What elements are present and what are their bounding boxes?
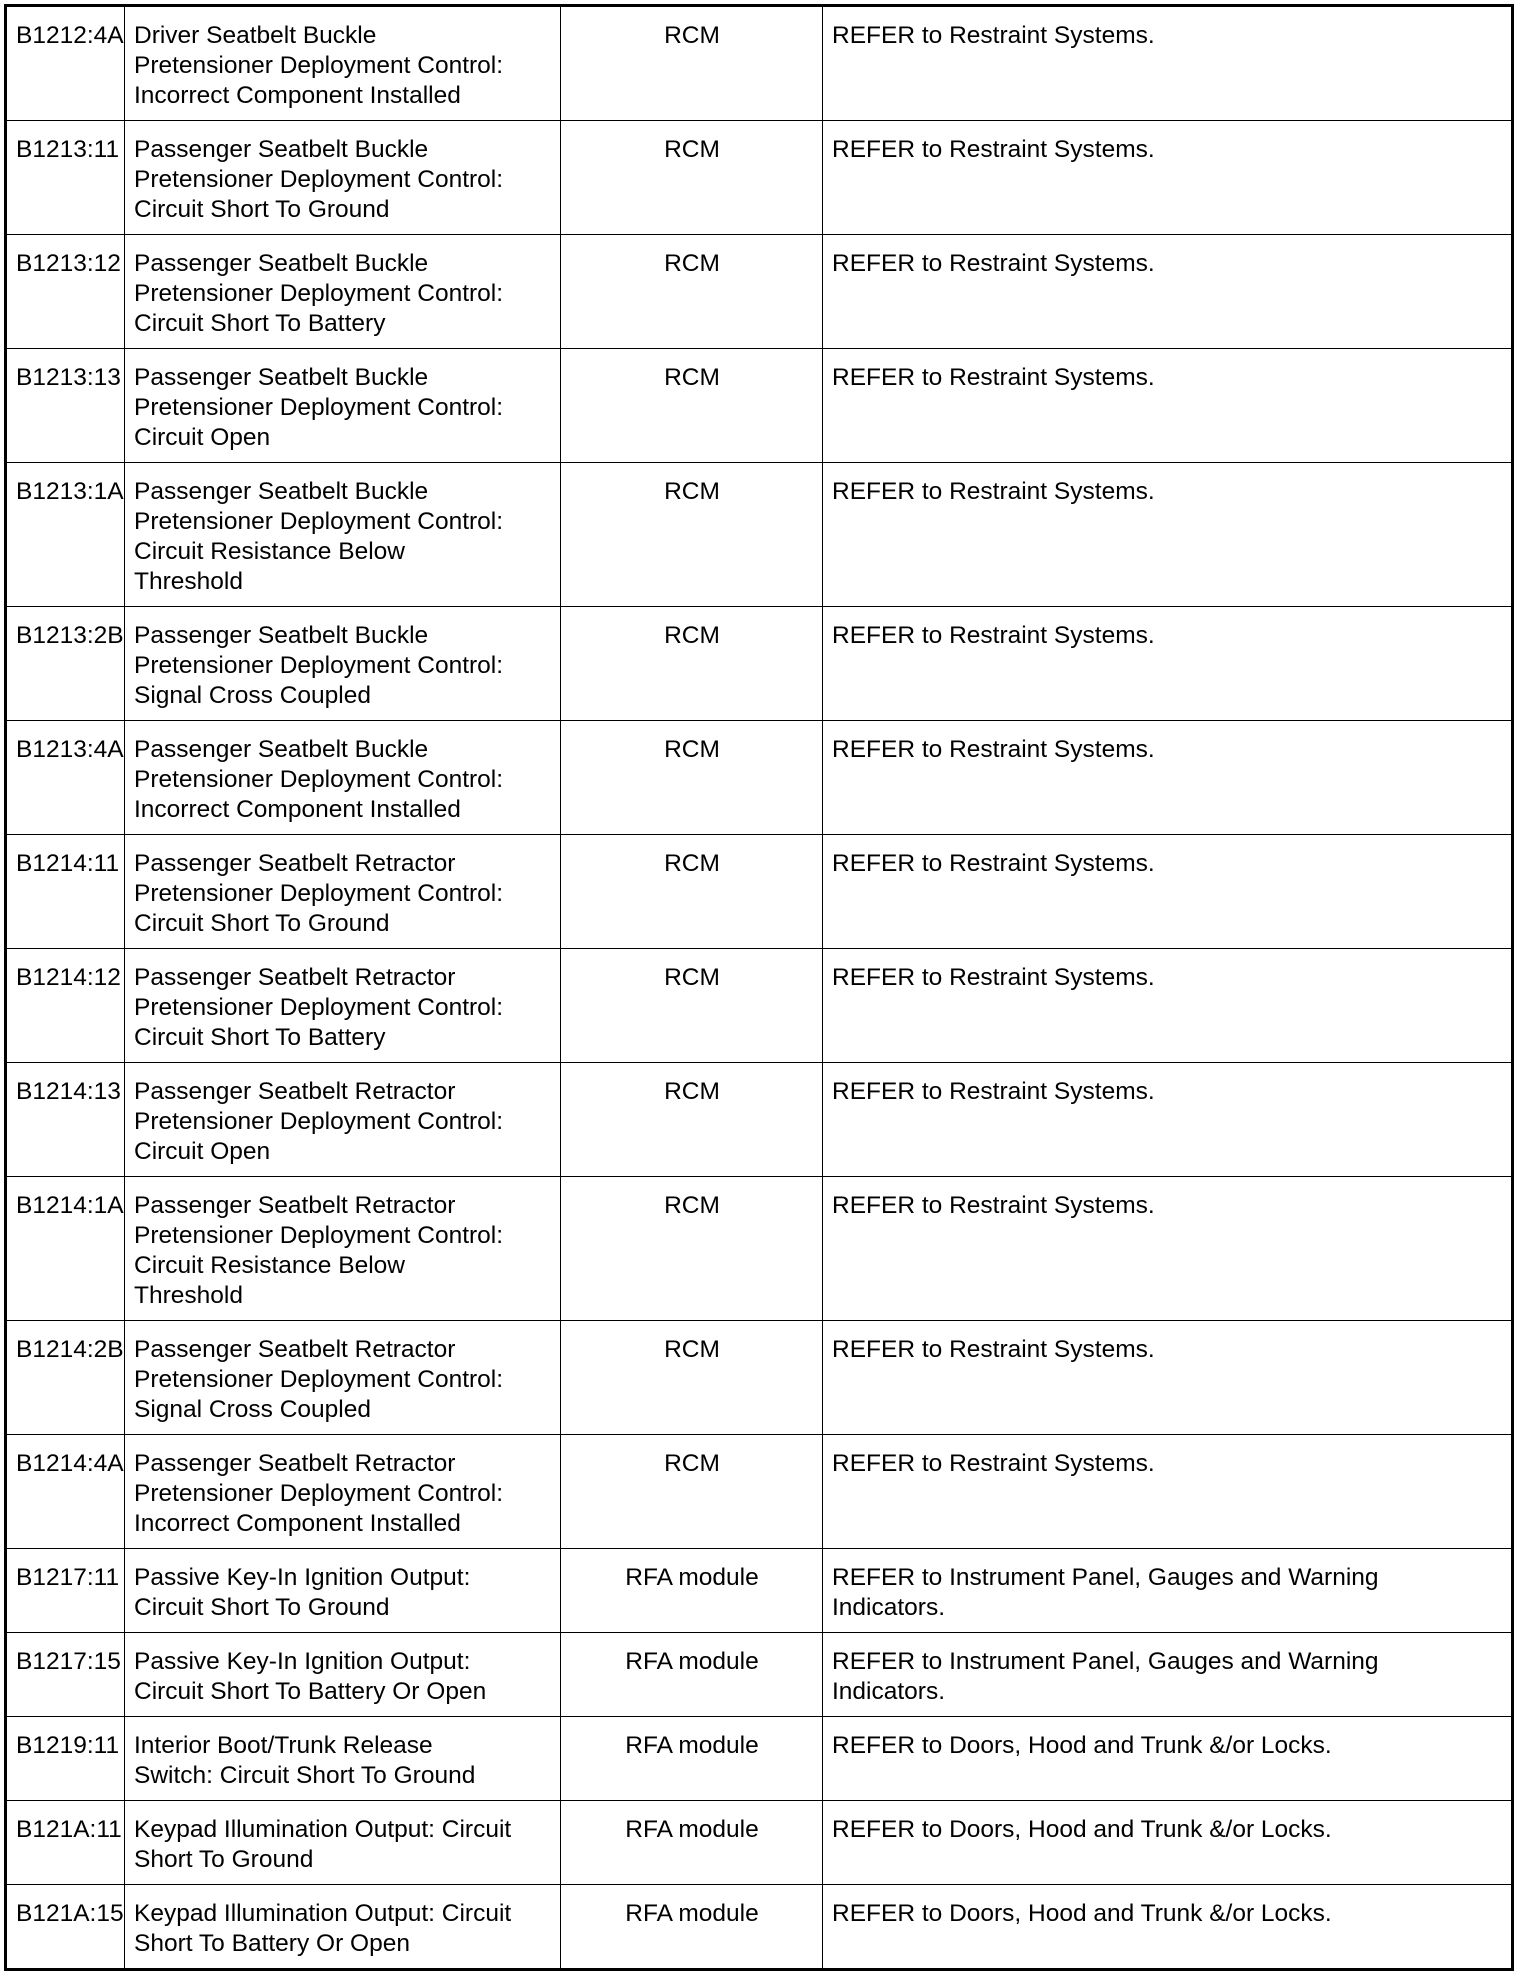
- dtc-module: RCM: [561, 235, 823, 349]
- dtc-code: B1217:11: [6, 1549, 125, 1633]
- dtc-module: RFA module: [561, 1633, 823, 1717]
- table-row: [6, 949, 1513, 1063]
- dtc-module: RCM: [561, 121, 823, 235]
- dtc-action: REFER to Instrument Panel, Gauges and Warning Indicators.: [823, 1633, 1513, 1717]
- table-row: [6, 1435, 1513, 1549]
- dtc-code: B1213:13: [6, 349, 125, 463]
- dtc-code: B1214:13: [6, 1063, 125, 1177]
- dtc-action: REFER to Doors, Hood and Trunk &/or Locks.: [823, 1801, 1513, 1885]
- dtc-description: Passenger Seatbelt Buckle Pretensioner Deployment Control: Incorrect Component Installed: [125, 721, 561, 835]
- table-row: [6, 1885, 1513, 1970]
- dtc-action: REFER to Restraint Systems.: [823, 349, 1513, 463]
- dtc-description: Keypad Illumination Output: Circuit Short To Battery Or Open: [125, 1885, 561, 1970]
- dtc-action: REFER to Restraint Systems.: [823, 121, 1513, 235]
- dtc-description: Passenger Seatbelt Retractor Pretensioner Deployment Control: Circuit Short To Ground: [125, 835, 561, 949]
- dtc-description: Keypad Illumination Output: Circuit Short To Ground: [125, 1801, 561, 1885]
- dtc-code: B1217:15: [6, 1633, 125, 1717]
- dtc-module: RCM: [561, 1435, 823, 1549]
- table-row: [6, 235, 1513, 349]
- dtc-code: B121A:15: [6, 1885, 125, 1970]
- dtc-code: B121A:11: [6, 1801, 125, 1885]
- dtc-action: REFER to Restraint Systems.: [823, 721, 1513, 835]
- dtc-description: Passenger Seatbelt Buckle Pretensioner Deployment Control: Circuit Open: [125, 349, 561, 463]
- dtc-description: Passenger Seatbelt Retractor Pretensioner Deployment Control: Signal Cross Coupled: [125, 1321, 561, 1435]
- table-row: [6, 835, 1513, 949]
- table-row: [6, 1633, 1513, 1717]
- dtc-description: Passenger Seatbelt Retractor Pretensioner Deployment Control: Incorrect Component Installed: [125, 1435, 561, 1549]
- dtc-action: REFER to Instrument Panel, Gauges and Warning Indicators.: [823, 1549, 1513, 1633]
- dtc-module: RCM: [561, 1063, 823, 1177]
- dtc-description: Interior Boot/Trunk Release Switch: Circuit Short To Ground: [125, 1717, 561, 1801]
- dtc-description: Driver Seatbelt Buckle Pretensioner Deployment Control: Incorrect Component Installed: [125, 6, 561, 121]
- dtc-code: B1213:12: [6, 235, 125, 349]
- table-row: [6, 349, 1513, 463]
- dtc-table-sheet: [4, 4, 1511, 1971]
- dtc-code: B1214:1A: [6, 1177, 125, 1321]
- dtc-action: REFER to Restraint Systems.: [823, 6, 1513, 121]
- dtc-description: Passive Key-In Ignition Output: Circuit Short To Battery Or Open: [125, 1633, 561, 1717]
- dtc-module: RCM: [561, 6, 823, 121]
- dtc-module: RFA module: [561, 1885, 823, 1970]
- dtc-module: RCM: [561, 721, 823, 835]
- dtc-code: B1213:4A: [6, 721, 125, 835]
- dtc-description: Passenger Seatbelt Buckle Pretensioner Deployment Control: Circuit Resistance Below Threshold: [125, 463, 561, 607]
- dtc-code: B1213:11: [6, 121, 125, 235]
- dtc-module: RFA module: [561, 1717, 823, 1801]
- dtc-code: B1213:2B: [6, 607, 125, 721]
- table-row: [6, 463, 1513, 607]
- table-row: [6, 607, 1513, 721]
- table-row: [6, 6, 1513, 121]
- dtc-description: Passive Key-In Ignition Output: Circuit Short To Ground: [125, 1549, 561, 1633]
- dtc-action: REFER to Restraint Systems.: [823, 949, 1513, 1063]
- table-row: [6, 1321, 1513, 1435]
- table-row: [6, 1177, 1513, 1321]
- dtc-action: REFER to Restraint Systems.: [823, 835, 1513, 949]
- table-row: [6, 1063, 1513, 1177]
- dtc-action: REFER to Doors, Hood and Trunk &/or Locks.: [823, 1885, 1513, 1970]
- dtc-module: RCM: [561, 949, 823, 1063]
- dtc-action: REFER to Restraint Systems.: [823, 607, 1513, 721]
- dtc-table: [4, 4, 1514, 1971]
- dtc-module: RCM: [561, 349, 823, 463]
- dtc-description: Passenger Seatbelt Retractor Pretensioner Deployment Control: Circuit Short To Battery: [125, 949, 561, 1063]
- dtc-code: B1212:4A: [6, 6, 125, 121]
- dtc-description: Passenger Seatbelt Retractor Pretensioner Deployment Control: Circuit Resistance Below Threshold: [125, 1177, 561, 1321]
- dtc-code: B1214:11: [6, 835, 125, 949]
- dtc-action: REFER to Restraint Systems.: [823, 235, 1513, 349]
- table-row: [6, 121, 1513, 235]
- table-row: [6, 1549, 1513, 1633]
- dtc-table-body: [6, 6, 1513, 1970]
- dtc-module: RFA module: [561, 1801, 823, 1885]
- dtc-code: B1214:12: [6, 949, 125, 1063]
- dtc-description: Passenger Seatbelt Buckle Pretensioner Deployment Control: Signal Cross Coupled: [125, 607, 561, 721]
- dtc-action: REFER to Restraint Systems.: [823, 1177, 1513, 1321]
- dtc-action: REFER to Restraint Systems.: [823, 1063, 1513, 1177]
- dtc-module: RCM: [561, 1321, 823, 1435]
- dtc-code: B1219:11: [6, 1717, 125, 1801]
- dtc-description: Passenger Seatbelt Buckle Pretensioner Deployment Control: Circuit Short To Battery: [125, 235, 561, 349]
- dtc-module: RCM: [561, 463, 823, 607]
- dtc-description: Passenger Seatbelt Retractor Pretensioner Deployment Control: Circuit Open: [125, 1063, 561, 1177]
- dtc-action: REFER to Restraint Systems.: [823, 1321, 1513, 1435]
- dtc-module: RCM: [561, 835, 823, 949]
- dtc-module: RFA module: [561, 1549, 823, 1633]
- table-row: [6, 1801, 1513, 1885]
- table-row: [6, 1717, 1513, 1801]
- dtc-module: RCM: [561, 1177, 823, 1321]
- dtc-code: B1214:4A: [6, 1435, 125, 1549]
- dtc-code: B1213:1A: [6, 463, 125, 607]
- table-row: [6, 721, 1513, 835]
- dtc-action: REFER to Restraint Systems.: [823, 1435, 1513, 1549]
- dtc-module: RCM: [561, 607, 823, 721]
- dtc-action: REFER to Restraint Systems.: [823, 463, 1513, 607]
- dtc-action: REFER to Doors, Hood and Trunk &/or Locks.: [823, 1717, 1513, 1801]
- dtc-code: B1214:2B: [6, 1321, 125, 1435]
- dtc-description: Passenger Seatbelt Buckle Pretensioner Deployment Control: Circuit Short To Ground: [125, 121, 561, 235]
